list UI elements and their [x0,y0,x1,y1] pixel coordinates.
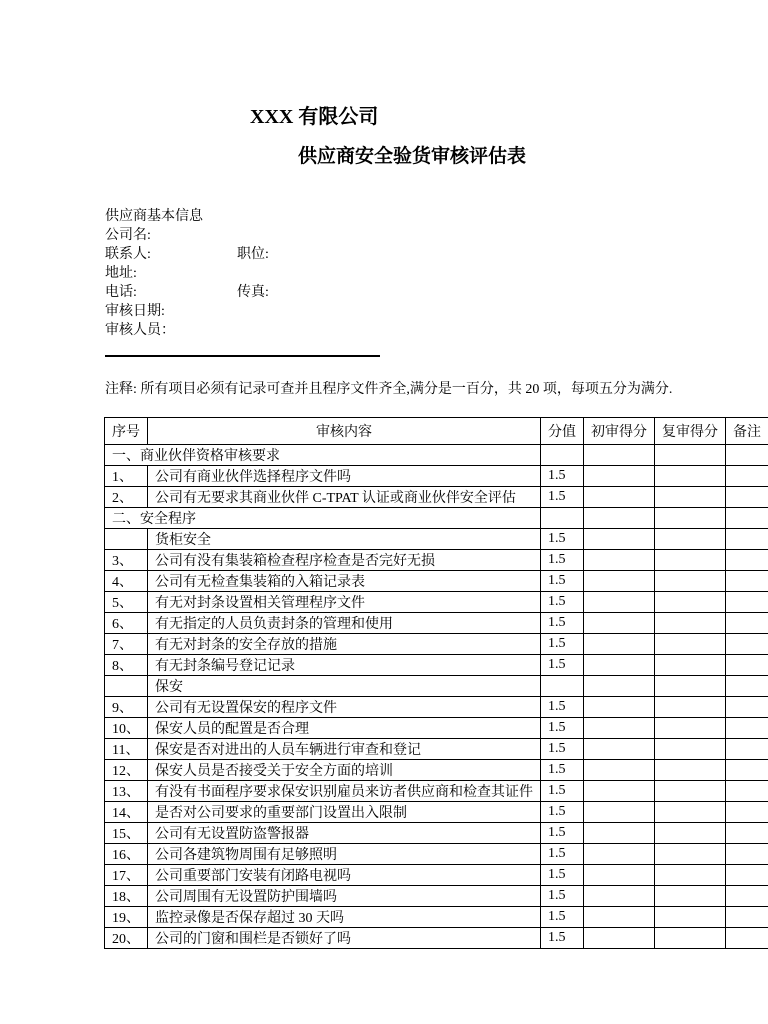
contact-row [105,245,405,264]
table-row [105,718,768,739]
content-cell: 货柜安全 [148,529,541,550]
second-audit-score-cell[interactable] [655,907,726,928]
first-audit-score-cell[interactable] [584,907,655,928]
table-row [105,907,768,928]
second-audit-score-cell[interactable] [655,592,726,613]
content-cell: 保安 [148,676,541,697]
form-title: 供应商安全验货审核评估表 [298,146,527,167]
remark-cell[interactable] [726,739,768,760]
row-number-cell: 10、 [105,718,148,739]
score-value-cell: 1.5 [541,865,584,886]
score-value-cell: 1.5 [541,886,584,907]
phone-row [105,283,405,302]
table-header-row [105,418,768,445]
table-row [105,802,768,823]
row-number-cell: 18、 [105,886,148,907]
table-row [105,508,768,529]
table-row [105,676,768,697]
remark-cell[interactable] [726,802,768,823]
row-number-cell: 20、 [105,928,148,949]
table-row [105,697,768,718]
content-cell: 公司的门窗和围栏是否锁好了吗 [148,928,541,949]
second-audit-score-cell[interactable] [655,697,726,718]
content-cell: 公司周围有无设置防护围墙吗 [148,886,541,907]
second-audit-score-cell[interactable] [655,613,726,634]
remark-cell[interactable] [726,781,768,802]
address-label: 地址: [105,266,137,281]
table-row [105,592,768,613]
second-audit-score-cell[interactable] [655,487,726,508]
header-second-audit: 复审得分 [655,418,726,445]
remark-cell[interactable] [726,865,768,886]
remark-cell[interactable] [726,550,768,571]
table-row [105,445,768,466]
second-audit-score-cell[interactable] [655,886,726,907]
remark-cell[interactable] [726,634,768,655]
first-audit-score-cell[interactable] [584,550,655,571]
table-row [105,466,768,487]
remark-cell[interactable] [726,592,768,613]
second-audit-score-cell[interactable] [655,529,726,550]
remark-cell[interactable] [726,718,768,739]
section-heading-cell: 一、商业伙伴资格审核要求 [105,445,541,466]
divider-line [105,355,380,357]
second-audit-score-cell[interactable] [655,823,726,844]
supplier-info [105,207,405,340]
second-audit-score-cell[interactable] [655,655,726,676]
header-no: 序号 [105,418,148,445]
table-row [105,886,768,907]
score-value-cell: 1.5 [541,487,584,508]
score-value-cell [541,676,584,697]
row-number-cell: 9、 [105,697,148,718]
row-number-cell: 15、 [105,823,148,844]
score-value-cell: 1.5 [541,823,584,844]
phone-label: 电话: [105,285,137,300]
second-audit-score-cell[interactable] [655,760,726,781]
content-cell: 公司有无要求其商业伙伴 C-TPAT 认证或商业伙伴安全评估 [148,487,541,508]
content-cell: 有无封条编号登记记录 [148,655,541,676]
score-value-cell: 1.5 [541,529,584,550]
first-audit-score-cell[interactable] [584,592,655,613]
first-audit-score-cell[interactable] [584,823,655,844]
content-cell: 公司有无设置防盗警报器 [148,823,541,844]
remark-cell[interactable] [726,823,768,844]
table-row [105,928,768,949]
remark-cell[interactable] [726,760,768,781]
first-audit-score-cell[interactable] [584,529,655,550]
first-audit-score-cell[interactable] [584,844,655,865]
score-value-cell: 1.5 [541,634,584,655]
remark-cell[interactable] [726,613,768,634]
first-audit-score-cell[interactable] [584,865,655,886]
remark-cell[interactable] [726,445,768,466]
header-score: 分值 [541,418,584,445]
first-audit-score-cell[interactable] [584,571,655,592]
score-value-cell: 1.5 [541,550,584,571]
row-number-cell: 4、 [105,571,148,592]
table-row [105,634,768,655]
row-number-cell: 1、 [105,466,148,487]
second-audit-score-cell[interactable] [655,739,726,760]
row-number-cell: 12、 [105,760,148,781]
first-audit-score-cell[interactable] [584,466,655,487]
row-number-cell: 5、 [105,592,148,613]
first-audit-score-cell[interactable] [584,760,655,781]
second-audit-score-cell[interactable] [655,634,726,655]
remark-cell[interactable] [726,508,768,529]
auditor-label: 审核人员： [105,323,175,338]
row-number-cell [105,529,148,550]
remark-cell[interactable] [726,529,768,550]
row-number-cell: 8、 [105,655,148,676]
company-title: XXX 有限公司 [250,106,379,128]
score-value-cell: 1.5 [541,739,584,760]
table-row [105,865,768,886]
section-heading-cell: 二、安全程序 [105,508,541,529]
row-number-cell: 16、 [105,844,148,865]
score-value-cell: 1.5 [541,655,584,676]
content-cell: 有没有书面程序要求保安识别雇员来访者供应商和检查其证件 [148,781,541,802]
row-number-cell: 2、 [105,487,148,508]
second-audit-score-cell[interactable] [655,550,726,571]
table-row [105,739,768,760]
contact-label: 联系人: [105,247,151,262]
first-audit-score-cell[interactable] [584,676,655,697]
table-row [105,550,768,571]
remark-cell[interactable] [726,676,768,697]
header-remark: 备注 [726,418,768,445]
row-number-cell: 19、 [105,907,148,928]
first-audit-score-cell[interactable] [584,655,655,676]
row-number-cell: 3、 [105,550,148,571]
audit-date-label: 审核日期: [105,304,165,319]
first-audit-score-cell[interactable] [584,445,655,466]
remark-cell[interactable] [726,655,768,676]
score-value-cell: 1.5 [541,760,584,781]
score-cell[interactable] [541,445,584,466]
row-number-cell [105,676,148,697]
content-cell: 公司各建筑物周围有足够照明 [148,844,541,865]
content-cell: 保安是否对进出的人员车辆进行审查和登记 [148,739,541,760]
first-audit-score-cell[interactable] [584,718,655,739]
second-audit-score-cell[interactable] [655,802,726,823]
second-audit-score-cell[interactable] [655,781,726,802]
first-audit-score-cell[interactable] [584,928,655,949]
info-section-heading: 供应商基本信息 [105,209,203,224]
content-cell: 有无指定的人员负责封条的管理和使用 [148,613,541,634]
content-cell: 有无对封条设置相关管理程序文件 [148,592,541,613]
score-value-cell: 1.5 [541,718,584,739]
position-label: 职位: [237,247,269,262]
second-audit-score-cell[interactable] [655,928,726,949]
content-cell: 保安人员是否接受关于安全方面的培训 [148,760,541,781]
table-row [105,781,768,802]
score-value-cell: 1.5 [541,466,584,487]
second-audit-score-cell[interactable] [655,571,726,592]
fax-label: 传真: [237,285,269,300]
row-number-cell: 14、 [105,802,148,823]
score-value-cell: 1.5 [541,844,584,865]
content-cell: 公司重要部门安装有闭路电视吗 [148,865,541,886]
second-audit-score-cell[interactable] [655,508,726,529]
score-value-cell: 1.5 [541,781,584,802]
table-row [105,613,768,634]
second-audit-score-cell[interactable] [655,865,726,886]
score-value-cell: 1.5 [541,697,584,718]
first-audit-score-cell[interactable] [584,487,655,508]
audit-table [104,417,768,949]
row-number-cell: 13、 [105,781,148,802]
table-row [105,655,768,676]
row-number-cell: 11、 [105,739,148,760]
table-row [105,571,768,592]
first-audit-score-cell[interactable] [584,781,655,802]
header-first-audit: 初审得分 [584,418,655,445]
score-value-cell: 1.5 [541,928,584,949]
score-value-cell: 1.5 [541,571,584,592]
content-cell: 公司有无检查集装箱的入箱记录表 [148,571,541,592]
first-audit-score-cell[interactable] [584,634,655,655]
first-audit-score-cell[interactable] [584,697,655,718]
second-audit-score-cell[interactable] [655,676,726,697]
remark-cell[interactable] [726,844,768,865]
second-audit-score-cell[interactable] [655,718,726,739]
remark-cell[interactable] [726,466,768,487]
content-cell: 有无对封条的安全存放的措施 [148,634,541,655]
table-row [105,823,768,844]
remark-cell[interactable] [726,571,768,592]
row-number-cell: 17、 [105,865,148,886]
table-row [105,760,768,781]
first-audit-score-cell[interactable] [584,508,655,529]
remark-cell[interactable] [726,886,768,907]
first-audit-score-cell[interactable] [584,613,655,634]
first-audit-score-cell[interactable] [584,802,655,823]
remark-cell[interactable] [726,907,768,928]
score-value-cell: 1.5 [541,907,584,928]
score-cell[interactable] [541,508,584,529]
score-value-cell: 1.5 [541,613,584,634]
table-row [105,844,768,865]
remark-cell[interactable] [726,487,768,508]
table-row [105,529,768,550]
content-cell: 公司有无设置保安的程序文件 [148,697,541,718]
content-cell: 保安人员的配置是否合理 [148,718,541,739]
score-value-cell: 1.5 [541,592,584,613]
note-text: 注释: 所有项目必须有记录可查并且程序文件齐全,满分是一百分，共 20 项，每项五分为满分. [105,382,673,397]
content-cell: 公司有没有集装箱检查程序检查是否完好无损 [148,550,541,571]
remark-cell[interactable] [726,928,768,949]
first-audit-score-cell[interactable] [584,886,655,907]
score-value-cell: 1.5 [541,802,584,823]
second-audit-score-cell[interactable] [655,466,726,487]
second-audit-score-cell[interactable] [655,844,726,865]
content-cell: 公司有商业伙伴选择程序文件吗 [148,466,541,487]
content-cell: 监控录像是否保存超过 30 天吗 [148,907,541,928]
second-audit-score-cell[interactable] [655,445,726,466]
content-cell: 是否对公司要求的重要部门设置出入限制 [148,802,541,823]
company-name-label: 公司名: [105,228,151,243]
remark-cell[interactable] [726,697,768,718]
row-number-cell: 7、 [105,634,148,655]
table-row [105,487,768,508]
first-audit-score-cell[interactable] [584,739,655,760]
row-number-cell: 6、 [105,613,148,634]
header-content: 审核内容 [148,418,541,445]
